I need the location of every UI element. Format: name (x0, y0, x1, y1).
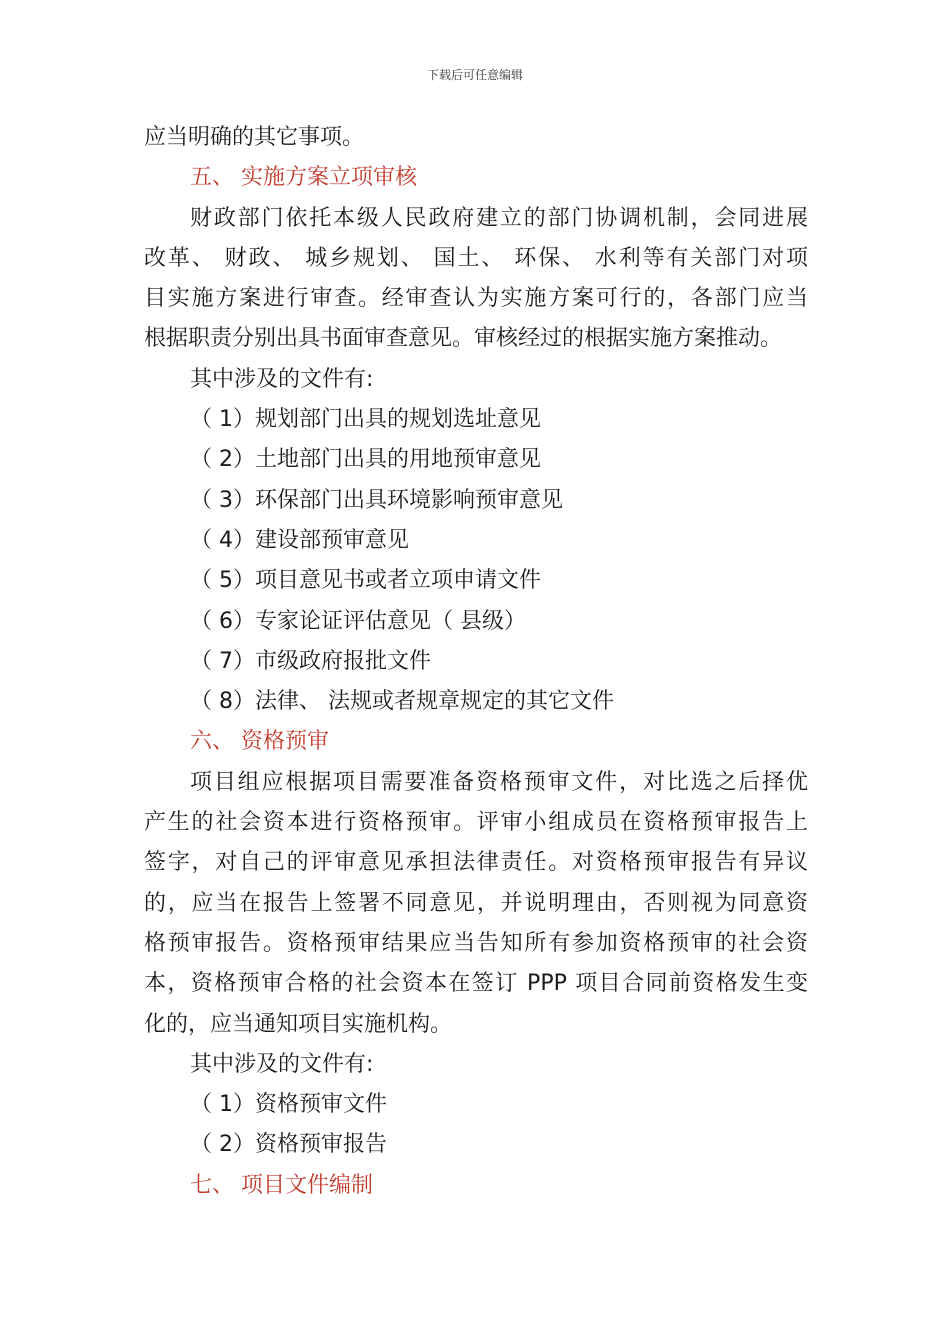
section-heading-7: 七、 项目文件编制 (190, 1172, 373, 1198)
paragraph-line: 项目组应根据项目需要准备资格预审文件，对比选之后择优 (190, 769, 808, 795)
paragraph-line: 财政部门依托本级人民政府建立的部门协调机制，会同进展 (190, 205, 808, 231)
files-intro: 其中涉及的文件有: (190, 366, 374, 392)
list-item: （ 7）市级政府报批文件 (190, 648, 431, 674)
files-intro: 其中涉及的文件有: (190, 1051, 374, 1077)
text-line: 应当明确的其它事项。 (144, 125, 365, 150)
section-heading-5: 五、 实施方案立项审核 (190, 165, 417, 191)
list-item: （ 1）规划部门出具的规划选址意见 (190, 407, 541, 433)
paragraph-line: 本，资格预审合格的社会资本在签订 PPP 项目合同前资格发生变 (144, 971, 808, 997)
list-item: （ 2）土地部门出具的用地预审意见 (190, 447, 541, 473)
list-item: （ 3）环保部门出具环境影响预审意见 (190, 487, 563, 513)
paragraph-line: 的，应当在报告上签署不同意见，并说明理由，否则视为同意资 (144, 890, 808, 916)
page-header: 下载后可任意编辑 (426, 68, 523, 82)
paragraph-line: 目实施方案进行审查。经审查认为实施方案可行的，各部门应当 (144, 286, 808, 312)
list-item: （ 6）专家论证评估意见（ 县级） (190, 608, 526, 634)
paragraph-line: 化的，应当通知项目实施机构。 (144, 1011, 453, 1037)
list-item: （ 2）资格预审报告 (190, 1132, 387, 1158)
section-heading-6: 六、 资格预审 (190, 729, 329, 755)
list-item: （ 4）建设部预审意见 (190, 527, 409, 553)
list-item: （ 1）资格预审文件 (190, 1092, 387, 1118)
paragraph-line: 产生的社会资本进行资格预审。评审小组成员在资格预审报告上 (144, 810, 808, 836)
paragraph-line: 签字，对自己的评审意见承担法律责任。对资格预审报告有异议 (144, 850, 808, 876)
paragraph-line: 格预审报告。资格预审结果应当告知所有参加资格预审的社会资 (144, 930, 808, 956)
list-item: （ 5）项目意见书或者立项申请文件 (190, 568, 541, 594)
list-item: （ 8）法律、 法规或者规章规定的其它文件 (190, 689, 614, 715)
document-body (144, 118, 808, 1206)
paragraph-line: 根据职责分别出具书面审查意见。审核经过的根据实施方案推动。 (144, 326, 783, 352)
paragraph-line: 改革、 财政、 城乡规划、 国土、 环保、 水利等有关部门对项 (144, 245, 808, 271)
